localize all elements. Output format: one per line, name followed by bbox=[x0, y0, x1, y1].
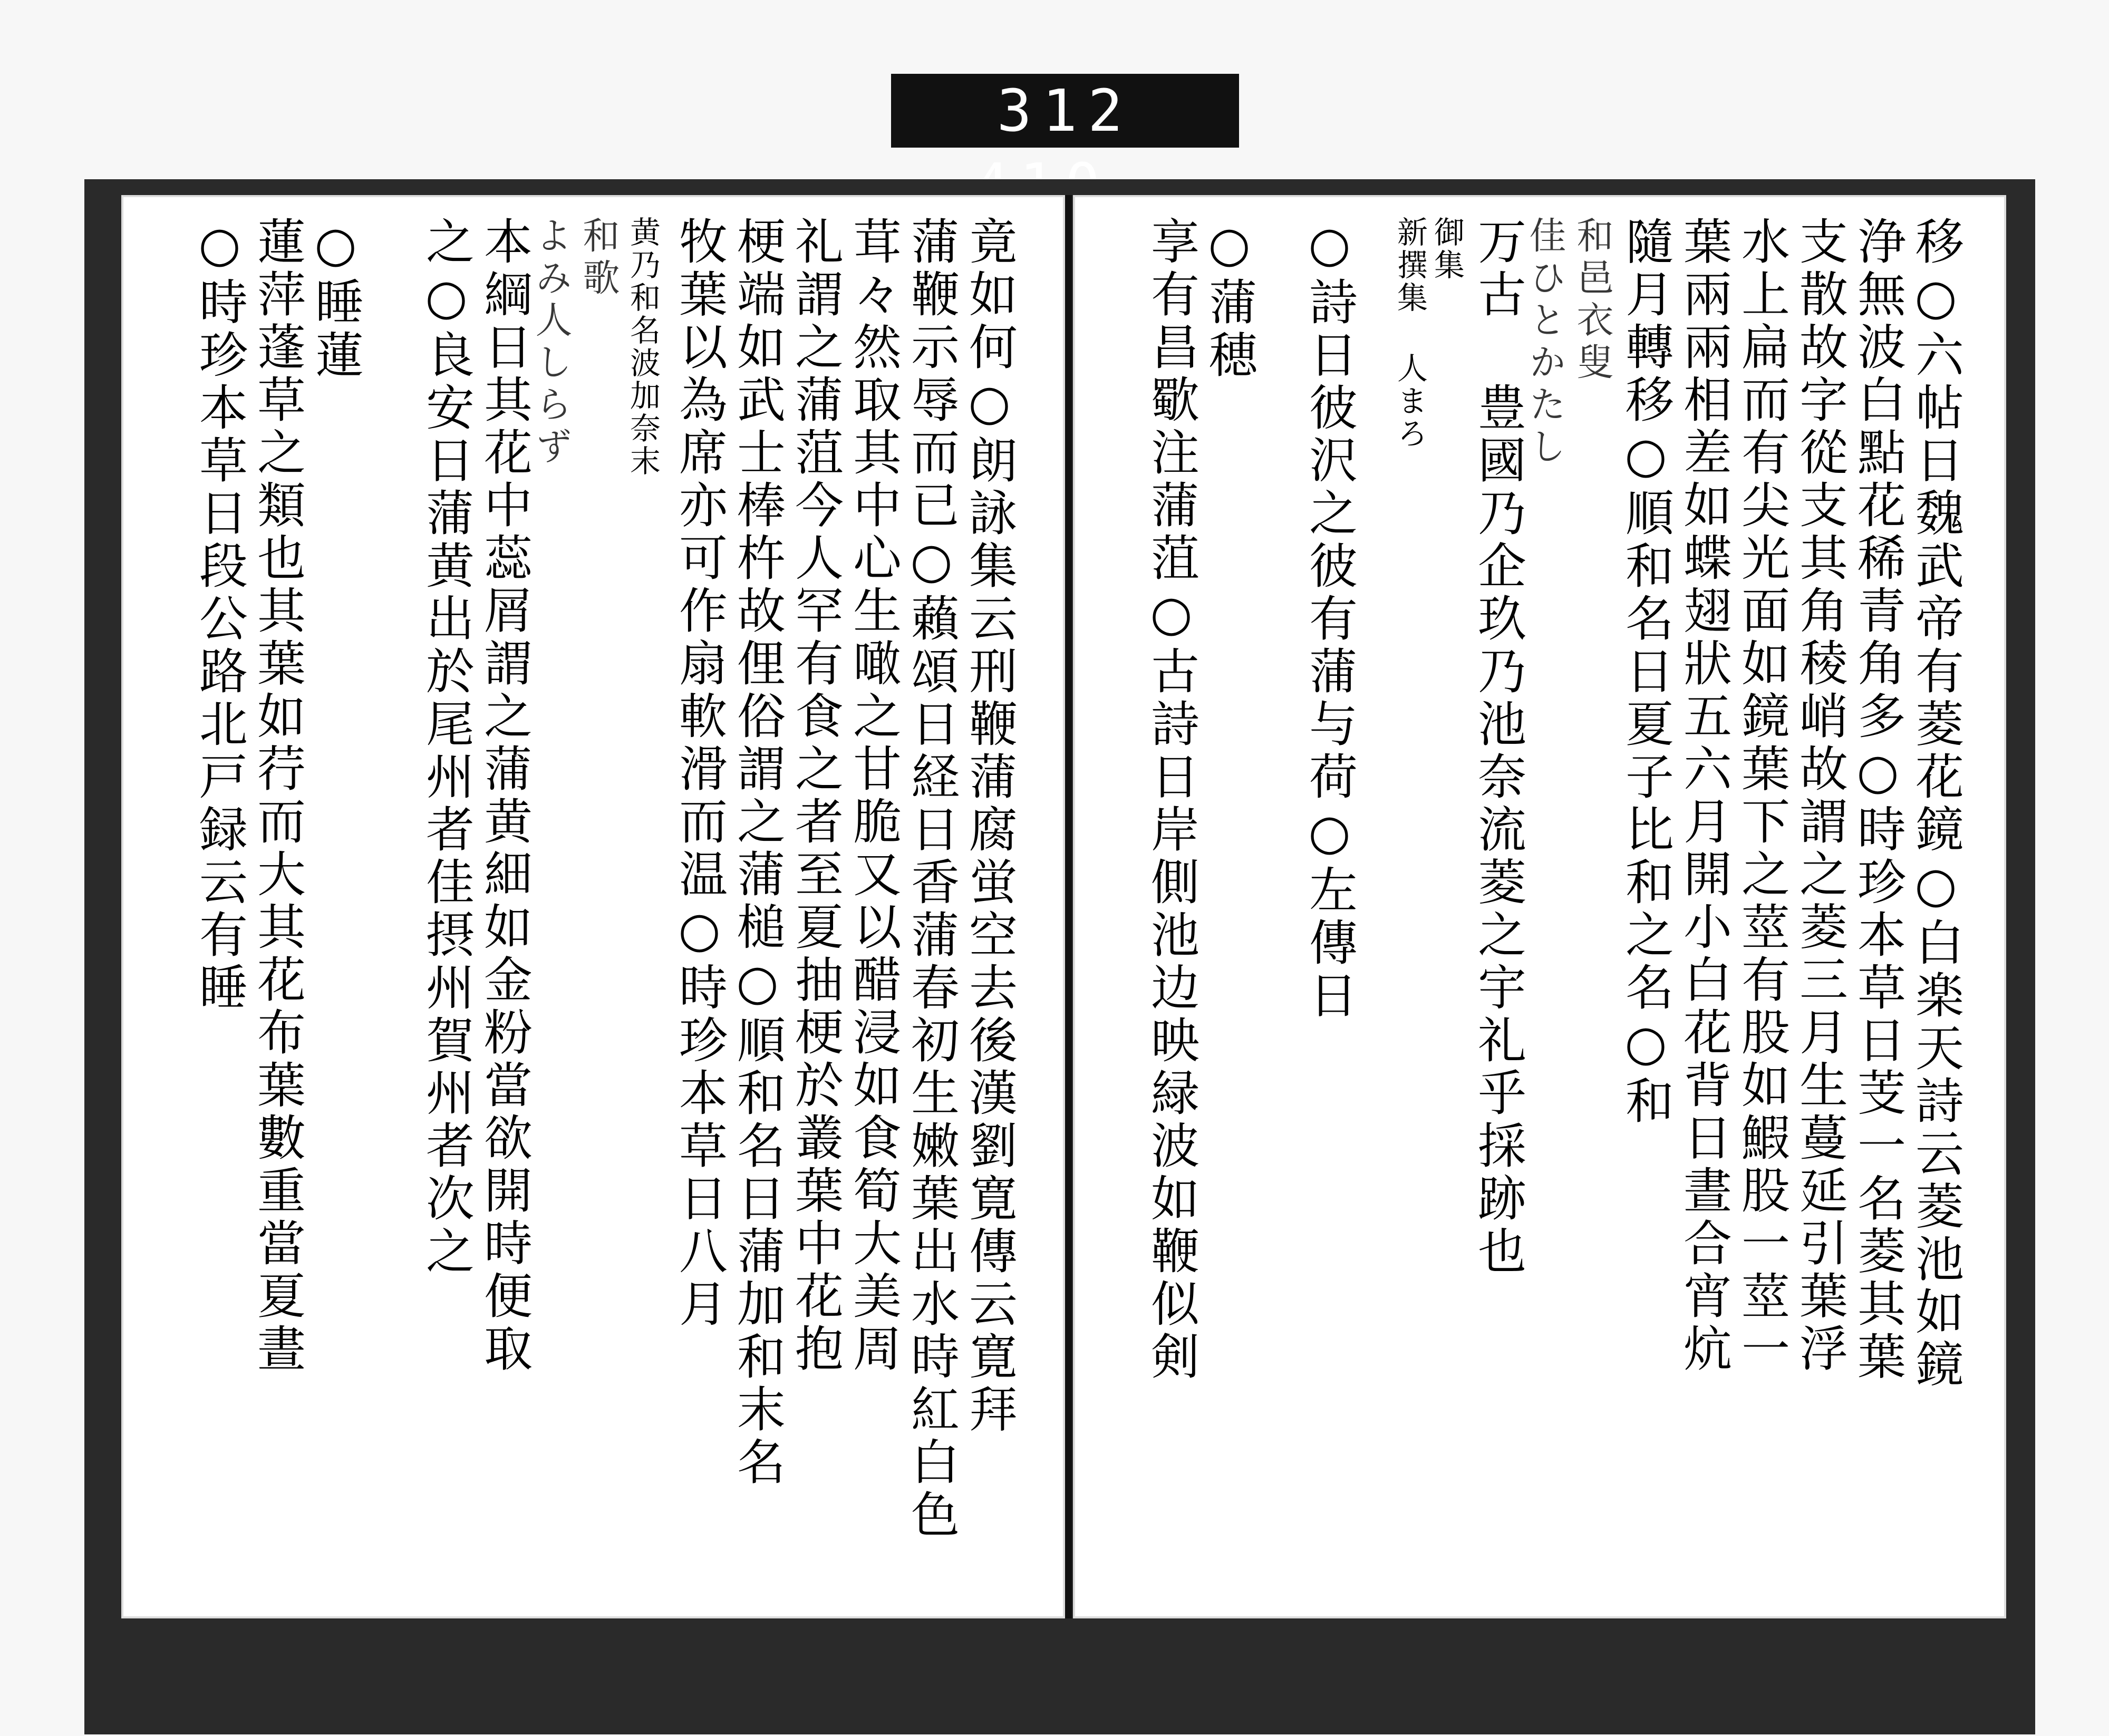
text-column: 牧葉以為席亦可作扇軟滑而温○時珍本草日八月 bbox=[671, 216, 728, 1331]
text-column: 茸々然取其中心生噉之甘脆又以醋浸如食筍大美周 bbox=[845, 216, 902, 1376]
text-column: 黄乃和名波加奈末 bbox=[625, 216, 661, 478]
text-column: ○時珍本草日段公路北戸録云有睡 bbox=[191, 216, 248, 1015]
text-column: よみ人しらず bbox=[529, 216, 573, 469]
text-column: 支散故字從支其角稜峭故謂之菱三月生蔓延引葉浮 bbox=[1792, 216, 1848, 1376]
text-column: 蓮萍蓬草之類也其葉如荇而大其花布葉數重當夏晝 bbox=[249, 216, 306, 1376]
text-column: 梗端如武士棒杵故俚俗謂之蒲槌○順和名日蒲加和末名 bbox=[729, 216, 786, 1489]
text-column: 水上扁而有尖光面如鏡葉下之莖有股如鰕股一莖一 bbox=[1734, 216, 1790, 1376]
section-heading: ○蒲穂 bbox=[1201, 216, 1257, 382]
text-column: 御集 bbox=[1429, 216, 1465, 282]
text-column: 蒲鞭示辱而已○藾頌日経日香蒲春初生嫩葉出水時紅白色 bbox=[903, 216, 960, 1542]
text-column: 万古 豊國乃企玖乃池奈流菱之宇礼乎採跡也 bbox=[1470, 216, 1526, 1278]
text-column: 新撰集 人まろ bbox=[1392, 216, 1428, 450]
text-column: 葉兩兩相差如蝶翅狀五六月開小白花背日晝合宵炕 bbox=[1676, 216, 1732, 1376]
text-column: 之○良安日蒲黄出於尾州者佳摂州賀州者次之 bbox=[418, 216, 475, 1278]
text-column: 佳ひとかたし bbox=[1523, 216, 1566, 469]
text-column: 和歌 bbox=[577, 216, 620, 300]
text-column: 礼謂之蒲菹今人罕有食之者至夏抽梗於叢葉中花抱 bbox=[787, 216, 844, 1376]
left-page bbox=[121, 195, 1065, 1618]
text-column: 享有昌歜注蒲菹○古詩日岸側池边映緑波如鞭似剣 bbox=[1143, 216, 1199, 1384]
text-column: 浄無波白點花稀青角多○時珍本草日芰一名菱其葉 bbox=[1850, 216, 1906, 1384]
text-column: ○詩日彼沢之彼有蒲与荷○左傳日 bbox=[1301, 216, 1358, 1023]
text-column: 本綱日其花中蕊屑謂之蒲黄細如金粉當欲開時便取 bbox=[476, 216, 533, 1376]
page-number-label: 312 bbox=[891, 74, 1239, 148]
text-column: 竟如何○朗詠集云刑鞭蒲腐蛍空去後漢劉寛傳云寛拜 bbox=[961, 216, 1018, 1437]
text-column: 移○六帖日魏武帝有菱花鏡○白楽天詩云菱池如鏡 bbox=[1908, 216, 1964, 1392]
text-column: 和邑衣叟 bbox=[1571, 216, 1614, 385]
text-column: 隨月轉移○順和名日夏子比和之名○和 bbox=[1618, 216, 1674, 1128]
section-heading: ○睡蓮 bbox=[307, 216, 364, 382]
right-page bbox=[1073, 195, 2006, 1618]
